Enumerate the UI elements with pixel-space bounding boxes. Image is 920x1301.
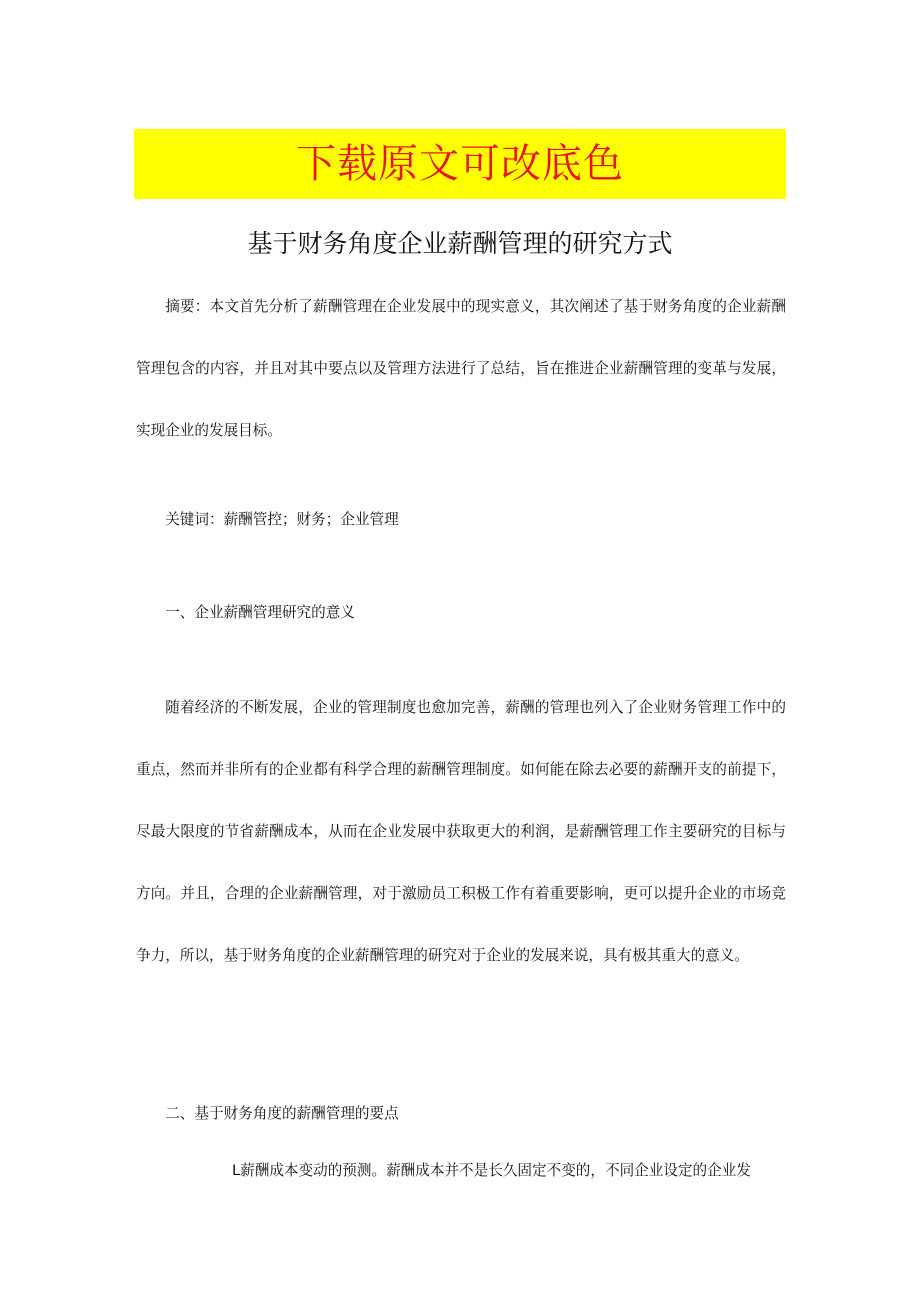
document-title: 基于财务角度企业薪酬管理的研究方式 xyxy=(247,229,673,258)
section1-heading: 一、企业薪酬管理研究的意义 xyxy=(165,604,355,621)
banner-text: 下载原文可改底色 xyxy=(296,141,624,187)
keywords-line: 关键词：薪酬管控；财务；企业管理 xyxy=(165,511,399,528)
download-banner[interactable] xyxy=(134,129,786,199)
section1-paragraph: 随着经济的不断发展，企业的管理制度也愈加完善，薪酬的管理也列入了企业财务管理工作中的重点，然而并非所有的企业都有科学合理的薪酬管理制度。如何能在除去必要的薪酬开支的前提下，尽最大限度的节省薪酬成本，从而在企业发展中获取更大的利润，是薪酬管理工作主要研究的目标与方向。并且，合理的企业薪酬管理，对于激励员工积极工作有着重要影响，更可以提升企业的市场竞争力，所以，基于财务角度的企业薪酬管理的研究对于企业的发展来说，具有极其重大的意义。 xyxy=(136,699,786,964)
section2-heading: 二、基于财务角度的薪酬管理的要点 xyxy=(165,1105,399,1122)
section2-item1: L薪酬成本变动的预测。薪酬成本并不是长久固定不变的，不同企业设定的企业发 xyxy=(232,1162,751,1179)
abstract-paragraph: 摘要：本文首先分析了薪酬管理在企业发展中的现实意义，其次阐述了基于财务角度的企业薪酬管理包含的内容，并且对其中要点以及管理方法进行了总结，旨在推进企业薪酬管理的变革与发展，实现企业的发展目标。 xyxy=(136,298,786,439)
